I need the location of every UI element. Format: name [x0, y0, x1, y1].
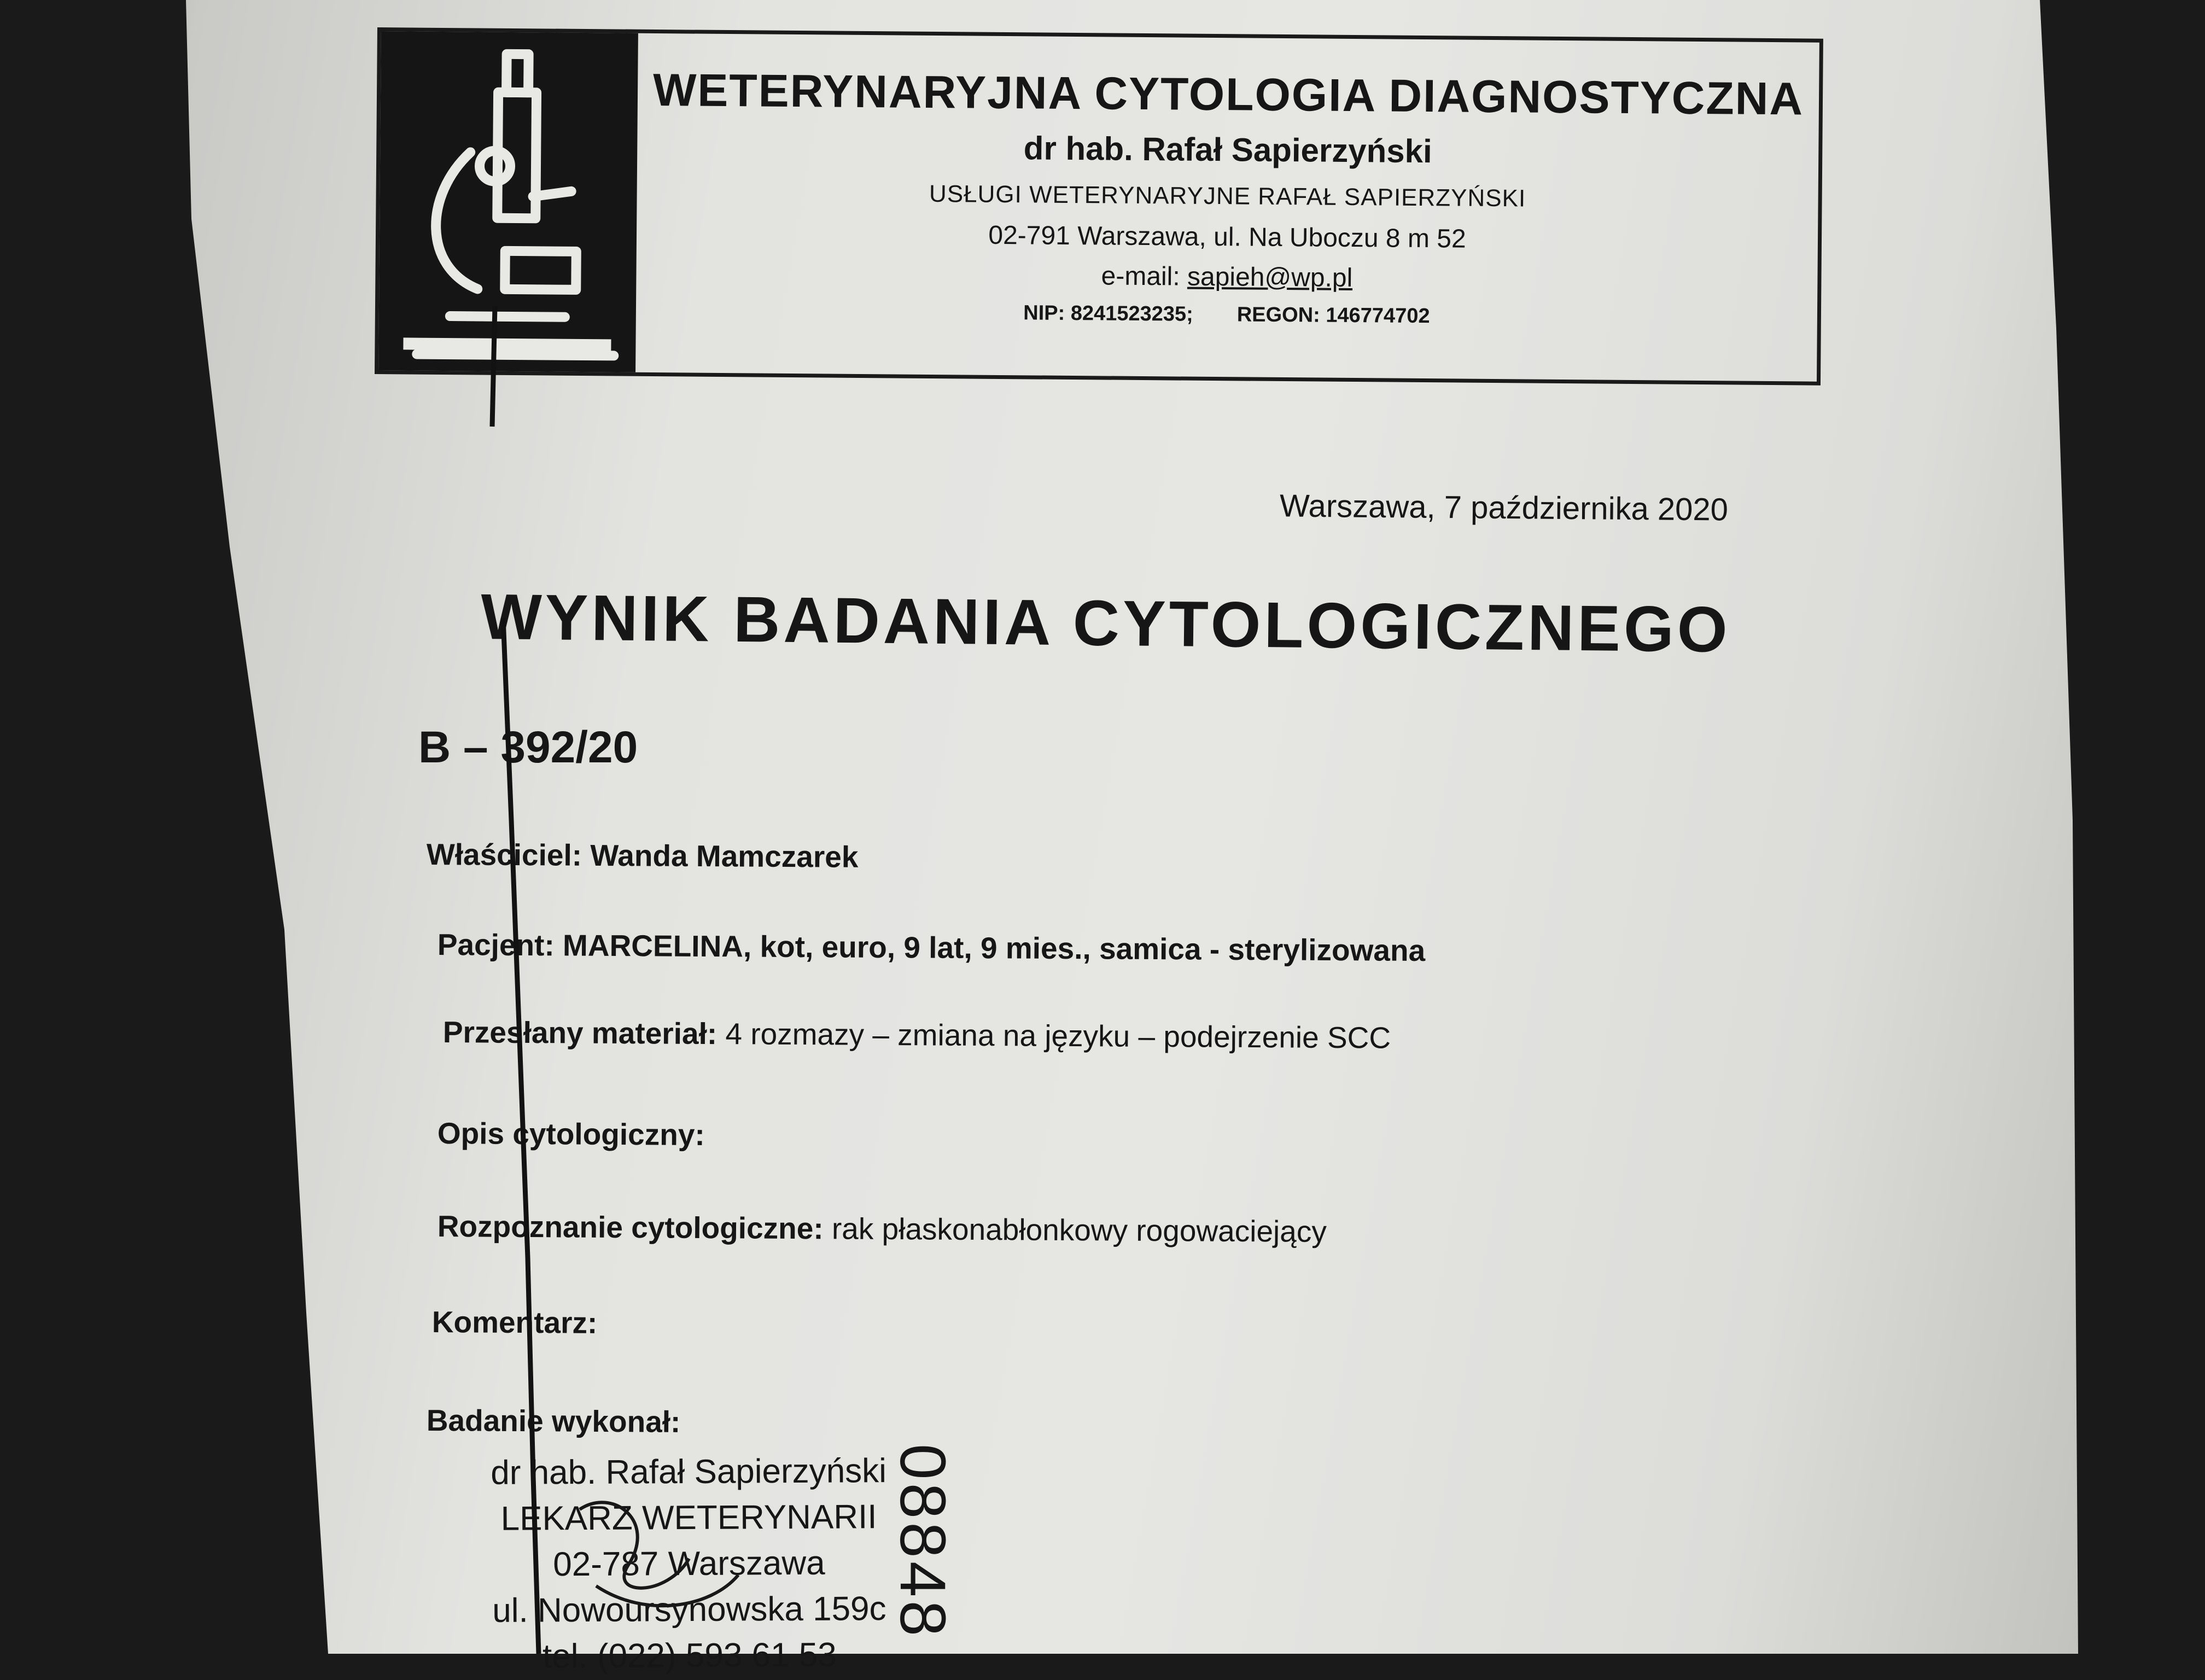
- performed-label: Badanie wykonał:: [426, 1403, 681, 1439]
- description-label: Opis cytologiczny:: [437, 1116, 705, 1152]
- email-link[interactable]: sapieh@wp.pl: [1187, 262, 1353, 293]
- stamp-line: 02-787 Warszawa: [553, 1544, 825, 1584]
- business-name: USŁUGI WETERYNARYJNE RAFAŁ SAPIERZYŃSKI: [929, 180, 1526, 212]
- stamp-line: tel. (022) 593 61 53: [542, 1636, 837, 1676]
- stamp-line: dr hab. Rafał Sapierzyński: [491, 1452, 887, 1492]
- letterhead-box: [375, 27, 1823, 386]
- logo: [378, 31, 638, 372]
- owner-value: Wanda Mamczarek: [590, 838, 859, 874]
- company-name: WETERYNARYJNA CYTOLOGIA DIAGNOSTYCZNA: [652, 63, 1804, 125]
- diagnosis-value: rak płaskonabłonkowy rogowaciejący: [831, 1211, 1327, 1249]
- reference-number: B – 392/20: [418, 722, 638, 772]
- comment-field: [432, 1304, 598, 1340]
- doctor-name: dr hab. Rafał Sapierzyński: [1023, 130, 1433, 170]
- patient-value: MARCELINA, kot, euro, 9 lat, 9 mies., samica - sterylizowana: [562, 928, 1426, 968]
- email-line: [636, 258, 1817, 297]
- microscope-icon: [378, 31, 638, 372]
- description-field: [438, 1116, 705, 1152]
- page-title: WYNIK BADANIA CYTOLOGICZNEGO: [480, 580, 1731, 666]
- nip-number: NIP: 8241523235;: [1023, 301, 1193, 326]
- performed-field: [427, 1403, 681, 1439]
- patient-field: [438, 927, 1426, 968]
- email-label: e-mail:: [1101, 261, 1180, 291]
- diagnosis-label: Rozpoznanie cytologiczne:: [437, 1209, 824, 1246]
- stamp-number: 08848: [886, 1444, 959, 1640]
- regon-number: REGON: 146774702: [1236, 303, 1430, 328]
- owner-field: [427, 837, 859, 874]
- stamp-line: ul. Nowoursynowska 159c: [492, 1590, 886, 1630]
- doctor-stamp: [453, 1448, 925, 1680]
- letterhead-text: [636, 33, 1819, 331]
- registry-numbers: [636, 299, 1817, 331]
- address: 02-791 Warszawa, ul. Na Uboczu 8 m 52: [988, 220, 1466, 254]
- document-date: Warszawa, 7 października 2020: [1279, 488, 1729, 528]
- owner-label: Właściciel:: [426, 837, 582, 872]
- material-field: [443, 1014, 1391, 1055]
- diagnosis-field: [438, 1209, 1327, 1249]
- comment-label: Komentarz:: [431, 1305, 598, 1340]
- material-value: 4 rozmazy – zmiana na języku – podejrzenie SCC: [725, 1017, 1391, 1055]
- patient-label: Pacjent:: [437, 928, 555, 962]
- material-label: Przesłany materiał:: [442, 1015, 718, 1051]
- stamp-line: LEKARZ WETERYNARII: [500, 1498, 877, 1538]
